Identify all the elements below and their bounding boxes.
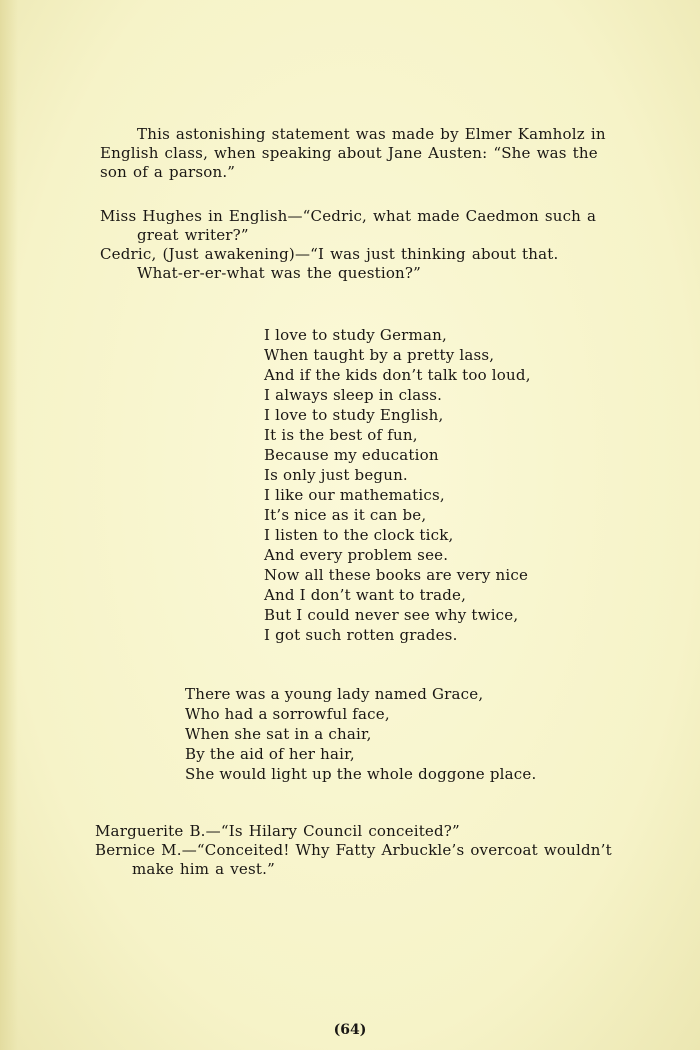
joke-jane-austen (100, 125, 606, 182)
limerick-line: When she sat in a chair, (185, 725, 372, 743)
limerick-line: By the aid of her hair, (185, 745, 355, 763)
joke-caedmon (100, 207, 596, 283)
poem-line: When taught by a pretty lass, (264, 346, 495, 364)
poem-line: And every problem see. (264, 546, 449, 564)
text-line: This astonishing statement was made by Elmer Kamholz in (137, 125, 606, 143)
page-number: (64) (333, 1022, 367, 1038)
poem-line: I love to study German, (264, 326, 447, 344)
limerick-grace (185, 684, 536, 784)
poem-study (264, 325, 531, 645)
text-line: Miss Hughes in English—“Cedric, what made Caedmon such a (100, 207, 597, 225)
poem-line: I got such rotten grades. (264, 626, 458, 644)
text-line: make him a vest.” (132, 860, 275, 878)
text-line: Cedric, (Just awakening)—“I was just thinking about that. (100, 245, 559, 263)
limerick-line: Who had a sorrowful face, (185, 705, 390, 723)
text-line: son of a parson.” (100, 163, 236, 181)
poem-line: Is only just begun. (264, 466, 408, 484)
poem-line: It’s nice as it can be, (264, 506, 427, 524)
poem-line: I love to study English, (264, 406, 444, 424)
poem-line: Because my education (264, 446, 439, 464)
text-line: Marguerite B.—“Is Hilary Council conceited?” (95, 822, 460, 840)
poem-line: It is the best of fun, (264, 426, 418, 444)
poem-line: Now all these books are very nice (264, 566, 529, 584)
poem-line: But I could never see why twice, (264, 606, 519, 624)
gutter-shadow (0, 0, 18, 1050)
text-line: Bernice M.—“Conceited! Why Fatty Arbuckle’s overcoat wouldn’t (95, 841, 612, 859)
limerick-line: She would light up the whole doggone place. (185, 765, 537, 783)
poem-line: And I don’t want to trade, (264, 586, 467, 604)
poem-line: And if the kids don’t talk too loud, (264, 366, 531, 384)
text-line: great writer?” (137, 226, 249, 244)
limerick-line: There was a young lady named Grace, (185, 685, 484, 703)
text-line: What-er-er-what was the question?” (137, 264, 422, 282)
poem-line: I like our mathematics, (264, 486, 445, 504)
poem-line: I listen to the clock tick, (264, 526, 454, 544)
joke-conceited (95, 822, 612, 879)
text-line: English class, when speaking about Jane Austen: “She was the (100, 144, 598, 162)
poem-line: I always sleep in class. (264, 386, 443, 404)
